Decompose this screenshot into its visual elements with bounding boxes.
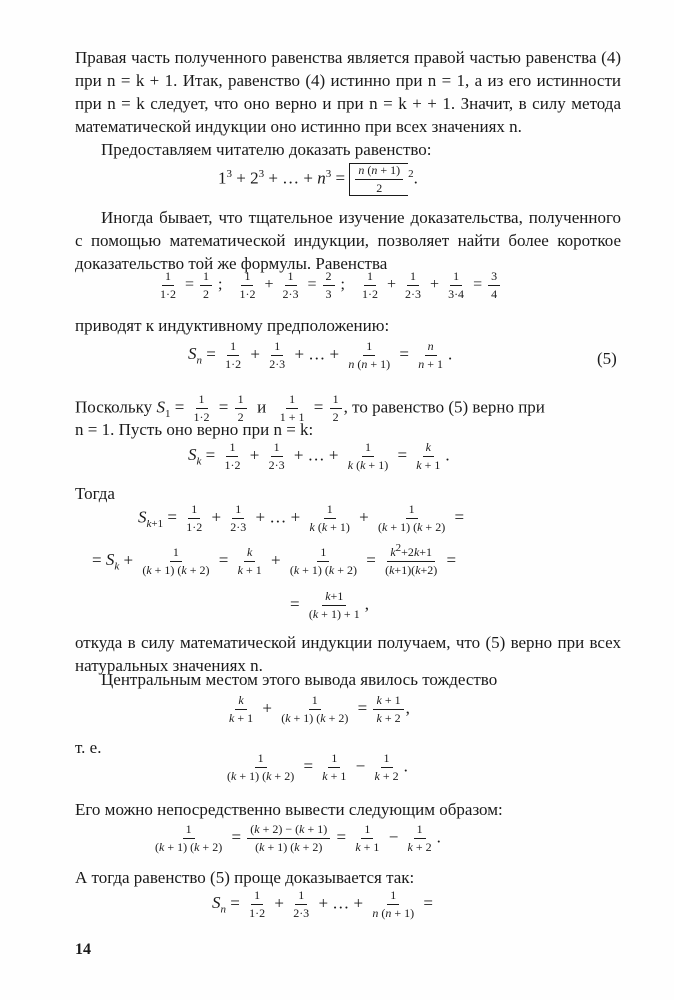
paragraph-shorter-proof: Иногда бывает, что тщательное изучение доказательства, полученного с помощью математической индукции, позволяет найти более короткое доказательство той же формулы. Равенства bbox=[75, 208, 621, 273]
line-since-s1: Поскольку $S_1$ = $\frac{1}{1\cdot 2}$ = $\frac{1}{2}$ и $\frac{1}{1 + 1}$ = $\frac{1}{2}$ , то равенство (5) верно при bbox=[75, 392, 545, 424]
paragraph-hypothesis: приводят к индуктивному предположению: bbox=[75, 316, 390, 335]
formula-s-k-plus-1-line2: = $S_k$ + $\frac{1}{(k + 1) (k + 2)}$ = $\frac{k}{k + 1}$ + $\frac{1}{(k + 1) (k + 2)}$ = $\frac{k^2+2k+1}{(k+1)(k+2)}$ = bbox=[92, 542, 457, 577]
formula-partial-fractions-derivation: $\frac{1}{(k + 1) (k + 2)}$ = $\frac{(k + 2) - (k + 1)}{(k + 1) (k + 2)}$ = $\frac{1}{k + 1}$ − $\frac{1}{k + 2}$ . bbox=[155, 822, 441, 854]
word-poskolku: Поскольку bbox=[75, 397, 153, 417]
word-i: и bbox=[257, 397, 267, 417]
paragraph-derivation-intro: Его можно непосредственно вывести следующим образом: bbox=[75, 800, 503, 819]
paragraph-induction-result: откуда в силу математической индукции получаем, что (5) верно при всех натуральных значениях n. bbox=[75, 633, 621, 675]
formula-s-k-plus-1-line1: $S_{k+1}$ = $\frac{1}{1\cdot 2}$ + $\frac{1}{2\cdot 3}$ + … + $\frac{1}{k (k + 1)}$ + $\frac{1}{(k + 1) (k + 2)}$ = bbox=[138, 502, 465, 534]
paragraph-central-identity: Центральным местом этого вывода явилось тождество bbox=[101, 670, 498, 689]
page-number: 14 bbox=[75, 941, 91, 958]
formula-s-k: $S_k$ = $\frac{1}{1\cdot 2}$ + $\frac{1}{2\cdot 3}$ + … + $\frac{1}{k (k + 1)}$ = $\frac{k}{k + 1}$ . bbox=[188, 440, 450, 472]
paragraph-simpler-proof: А тогда равенство (5) проще доказывается так: bbox=[75, 868, 415, 887]
formula-s-k-plus-1-line3: = $\frac{k+1}{(k + 1) + 1}$ , bbox=[290, 589, 369, 621]
formula-sum-of-cubes: $1^3 + 2^3$ + … + $n^3$ = $\frac{n (n + 1)}{2}$ $^2$. bbox=[218, 163, 418, 195]
formula-s-n-final: $S_n$ = $\frac{1}{1\cdot 2}$ + $\frac{1}{2\cdot 3}$ + … + $\frac{1}{n (n + 1)}$ = bbox=[212, 888, 433, 920]
paragraph-induction-conclusion: Правая часть полученного равенства является правой частью равенства (4) при n = k + 1. Итак, равенство (4) истинно при n = 1, а из его истинности при n = k следует, что оно верно и при n = k + + 1. Значит, в силу метода математической индукции оно истинно при всех значениях n. bbox=[75, 48, 621, 136]
word-te: т. е. bbox=[75, 738, 102, 757]
formula-partial-fractions: $\frac{1}{(k + 1) (k + 2)}$ = $\frac{1}{k + 1}$ − $\frac{1}{k + 2}$ . bbox=[227, 751, 408, 783]
bracket-expression: $\frac{n (n + 1)}{2}$ bbox=[349, 163, 408, 196]
formula-equation-5: $S_n$ = $\frac{1}{1\cdot 2}$ + $\frac{1}{2\cdot 3}$ + … + $\frac{1}{n (n + 1)}$ = $\frac{n}{n + 1}$ . bbox=[188, 339, 453, 371]
formula-identity: $\frac{k}{k + 1}$ + $\frac{1}{(k + 1) (k + 2)}$ = $\frac{k + 1}{k + 2}$ , bbox=[229, 693, 410, 725]
line-n-equals-1: n = 1. Пусть оно верно при n = k: bbox=[75, 420, 314, 439]
text-then-equality: , то равенство (5) верно при bbox=[343, 397, 545, 417]
word-togda: Тогда bbox=[75, 484, 115, 503]
paragraph-exercise: Предоставляем читателю доказать равенство: bbox=[101, 140, 432, 159]
equation-number: (5) bbox=[597, 349, 617, 368]
formula-example-equalities: $\frac{1}{1\cdot 2}$ = $\frac{1}{2}$ ; $\frac{1}{1\cdot 2}$ + $\frac{1}{2\cdot 3}$ = $\frac{2}{3}$ ; $\frac{1}{1\cdot 2}$ + $\frac{1}{2\cdot 3}$ + $\frac{1}{3\cdot 4}$ = $\frac{3}{4}$ bbox=[155, 270, 502, 301]
